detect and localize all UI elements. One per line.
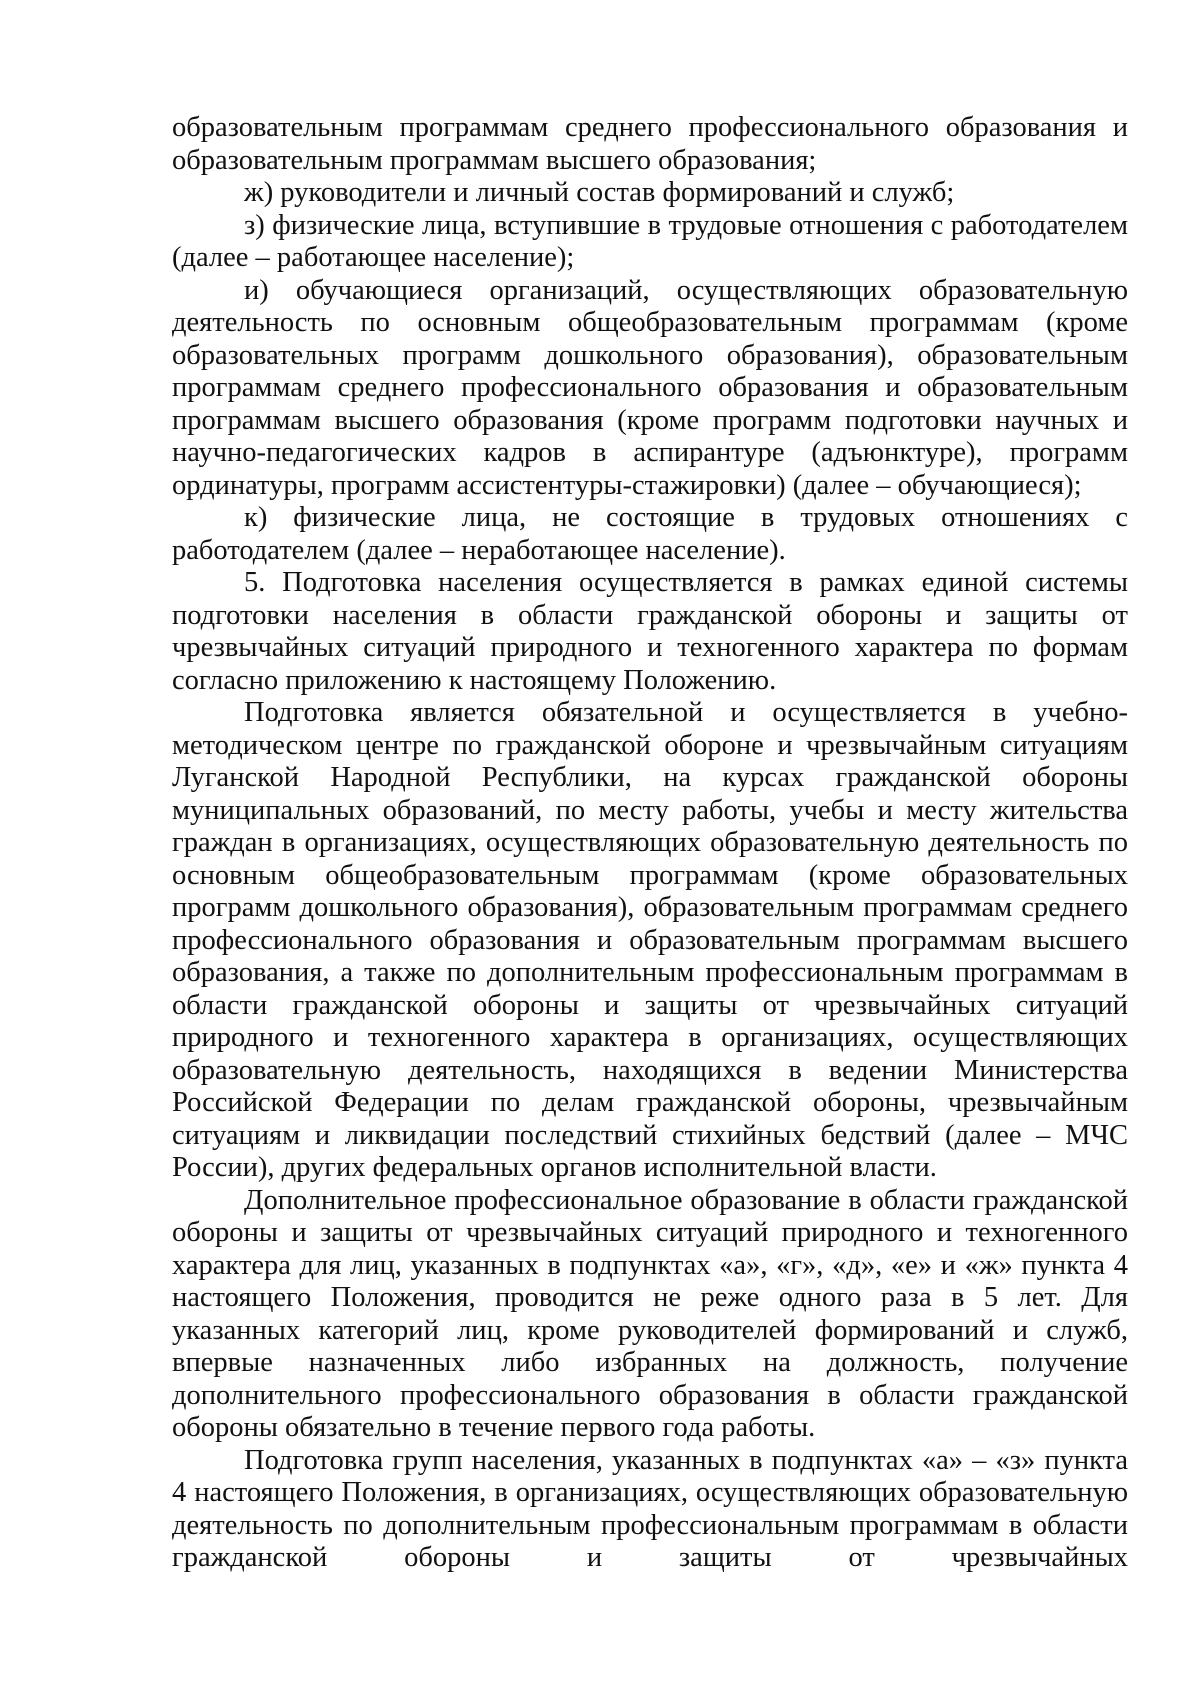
document-page [172, 112, 1128, 1575]
paragraph-training-groups: Подготовка групп населения, указанных в подпунктах «а» – «з» пункта 4 настоящего Положения, в организациях, осуществляющих образовательную деятельность по дополнительным профессиональным программам в области гражданской обороны и защиты от чрезвычайных [172, 1444, 1128, 1573]
paragraph-additional-education: Дополнительное профессиональное образование в области гражданской обороны и защиты от чрезвычайных ситуаций природного и техногенного характера для лиц, указанных в подпунктах «а», «г», «д», «е» и «ж» пункта 4 настоящего Положения, проводится не реже одного раза в 5 лет. Для указанных категорий лиц, кроме руководителей формирований и служб, впервые назначенных либо избранных на должность, получение дополнительного профессионального образования в области гражданской обороны обязательно в течение первого года работы. [172, 1184, 1128, 1443]
paragraph-point-5: 5. Подготовка населения осуществляется в рамках единой системы подготовки населения в области гражданской обороны и защиты от чрезвычайных ситуаций природного и техногенного характера по формам согласно приложению к настоящему Положению. [172, 567, 1128, 696]
paragraph-item-zh: ж) руководители и личный состав формирований и служб; [244, 177, 955, 208]
paragraph-item-i: и) обучающиеся организаций, осуществляющих образовательную деятельность по основным общеобразовательным программам (кроме образовательных программ дошкольного образования), образовательным программам среднего профессионального образования и образовательным программам высшего образования (кроме программ подготовки научных и научно-педагогических кадров в аспирантуре (адъюнктуре), программ ординатуры, программ ассистентуры-стажировки) (далее – обучающиеся); [172, 274, 1128, 501]
paragraph-continuation: образовательным программам среднего профессионального образования и образовательным программам высшего образования; [172, 112, 1128, 176]
paragraph-training-mandatory: Подготовка является обязательной и осуществляется в учебно-методическом центре по гражданской обороне и чрезвычайным ситуациям Луганской Народной Республики, на курсах гражданской обороны муниципальных образований, по месту работы, учебы и месту жительства граждан в организациях, осуществляющих образовательную деятельность по основным общеобразовательным программам (кроме образовательных программ дошкольного образования), образовательным программам среднего профессионального образования и образовательным программам высшего образования, а также по дополнительным профессиональным программам в области гражданской обороны и защиты от чрезвычайных ситуаций природного и техногенного характера в организациях, осуществляющих образовательную деятельность, находящихся в ведении Министерства Российской Федерации по делам гражданской обороны, чрезвычайным ситуациям и ликвидации последствий стихийных бедствий (далее – МЧС России), других федеральных органов исполнительной власти. [172, 697, 1128, 1183]
paragraph-item-z: з) физические лица, вступившие в трудовые отношения с работодателем (далее – работающее население); [172, 209, 1128, 273]
paragraph-item-k: к) физические лица, не состоящие в трудовых отношениях с работодателем (далее – неработающее население). [172, 502, 1128, 566]
